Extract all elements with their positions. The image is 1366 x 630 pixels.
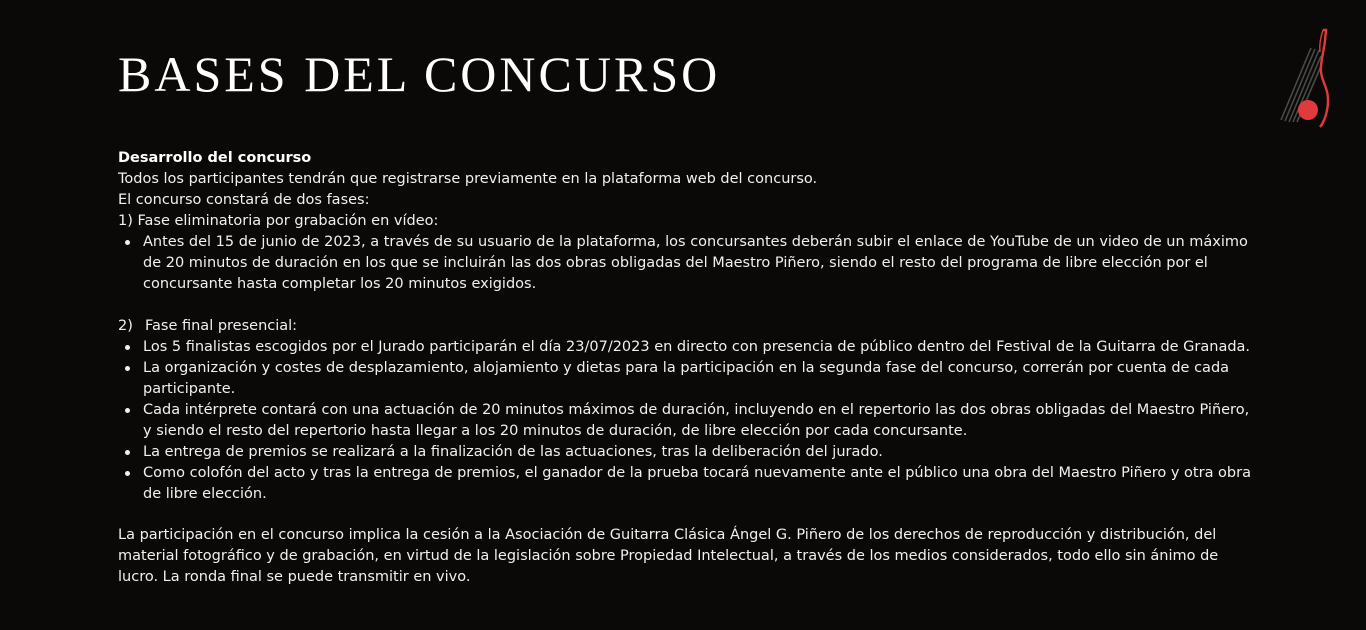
phase1-list [118,232,1258,295]
list-item: Cada intérprete contará con una actuación de 20 minutos máximos de duración, incluyendo en el repertorio las dos obras obligadas del Maestro Piñero, y siendo el resto del repertorio hasta llegar a los 20 minutos de duración, de libre elección por cada concursante. [143,400,1258,442]
intro-line-2: El concurso constará de dos fases: [118,192,370,208]
phase2-label-row [118,316,1258,337]
phase1-label: 1) Fase eliminatoria por grabación en vídeo: [118,213,439,229]
list-item: Como colofón del acto y tras la entrega de premios, el ganador de la prueba tocará nuevamente ante el público una obra del Maestro Piñero y otra obra de libre elección. [143,463,1258,505]
guitar-logo-icon [1274,26,1334,132]
list-item: Antes del 15 de junio de 2023, a través de su usuario de la plataforma, los concursantes deberán subir el enlace de YouTube de un video de un máximo de 20 minutos de duración en los que se incluirán las dos obras obligadas del Maestro Piñero, siendo el resto del programa de libre elección por el concursante hasta completar los 20 minutos exigidos. [143,232,1258,295]
phase2-label: Fase final presencial: [145,318,298,334]
spacer [118,295,1258,316]
list-item: La organización y costes de desplazamiento, alojamiento y dietas para la participación en la segunda fase del concurso, correrán por cuenta de cada participante. [143,358,1258,400]
phase2-number: 2) [118,318,133,334]
closing-paragraph: La participación en el concurso implica la cesión a la Asociación de Guitarra Clásica Ángel G. Piñero de los derechos de reproducción y distribución, del material fotográfico y de grabación, en virtud de la legislación sobre Propiedad Intelectual, a través de los medios considerados, todo ello sin ánimo de lucro. La ronda final se puede transmitir en vivo. [118,527,1219,585]
list-item: Los 5 finalistas escogidos por el Jurado participarán el día 23/07/2023 en directo con presencia de público dentro del Festival de la Guitarra de Granada. [143,337,1258,358]
section-heading: Desarrollo del concurso [118,150,312,166]
list-item: La entrega de premios se realizará a la finalización de las actuaciones, tras la deliberación del jurado. [143,442,1258,463]
intro-line-1: Todos los participantes tendrán que registrarse previamente en la plataforma web del concurso. [118,171,818,187]
page-title: BASES DEL CONCURSO [118,46,721,102]
spacer [118,505,1258,525]
phase2-list [118,337,1258,505]
rules-content [118,148,1258,588]
